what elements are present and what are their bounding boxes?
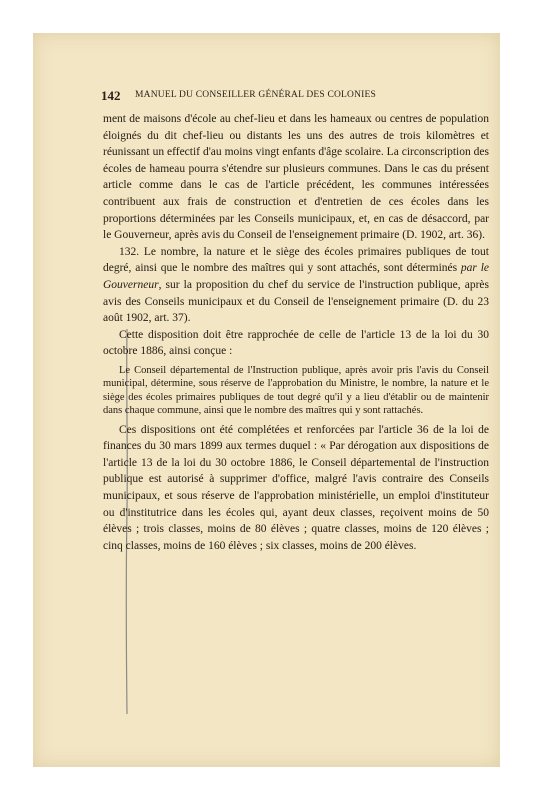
- article-132-emphasis: par le Gouverneur: [103, 262, 489, 291]
- paragraph-article-132: [103, 244, 489, 327]
- page-number: 142: [101, 88, 121, 103]
- running-head: MANUEL DU CONSEILLER GÉNÉRAL DES COLONIES: [135, 90, 377, 100]
- article-132-text-start: 132. Le nombre, la nature et le siège des écoles primaires publiques de tout degré, ainsi que le nombre des maîtres qui y sont attachés, sont déterminés: [103, 245, 489, 275]
- book-page: [33, 33, 500, 767]
- paragraph-continuation: ment de maisons d'école au chef-lieu et dans les hameaux ou centres de population éloignés du dit chef-lieu ou distants les uns des autres de trois kilomètres et réunissant un effectif d'au moins vingt enfants d'âge scolaire. La circonscription des écoles de hameau pourra s'étendre sur plusieurs communes. Dans le cas du présent article comme dans le cas de l'article précédent, les communes intéressées contribuent aux frais de construction et d'entretien de ces écoles dans les proportions déterminées par les Conseils municipaux, et, en cas de désaccord, par le Gouverneur, après avis du Conseil de l'enseignement primaire (D. 1902, art. 36).: [103, 113, 489, 242]
- quoted-law-text: Le Conseil départemental de l'Instruction publique, après avoir pris l'avis du Conseil municipal, détermine, sous réserve de l'approbation du Ministre, le nombre, la nature et le siège des écoles primaires publiques de tout degré qu'il y a lieu d'établir ou de maintenir dans chaque commune, ainsi que le nombre des maîtres qui y sont rattachés.: [103, 364, 489, 417]
- paragraph-reference: Cette disposition doit être rapprochée de celle de l'article 13 de la loi du 30 octobre 1886, ainsi conçue :: [103, 328, 489, 358]
- page-body: [103, 111, 489, 554]
- article-132-text-end: , sur la proposition du chef du service de l'instruction publique, après avis des Conseils municipaux et du Conseil de l'enseignement primaire (D. du 23 août 1902, art. 37).: [103, 278, 489, 325]
- paragraph-finance-law: Ces dispositions ont été complétées et renforcées par l'article 36 de la loi de finances du 30 mars 1899 aux termes duquel : « Par dérogation aux dispositions de l'article 13 de la loi du 30 octobre 1886, le Conseil départemental de l'instruction publique est autorisé à supprimer d'office, malgré l'avis contraire des Conseils municipaux, et sous réserve de l'approbation ministérielle, un emploi d'instituteur ou d'institutrice dans les écoles qui, ayant deux classes, reçoivent moins de 50 élèves ; trois classes, moins de 80 élèves ; quatre classes, moins de 120 élèves ; cinq classes, moins de 160 élèves ; six classes, moins de 200 élèves.: [103, 423, 489, 552]
